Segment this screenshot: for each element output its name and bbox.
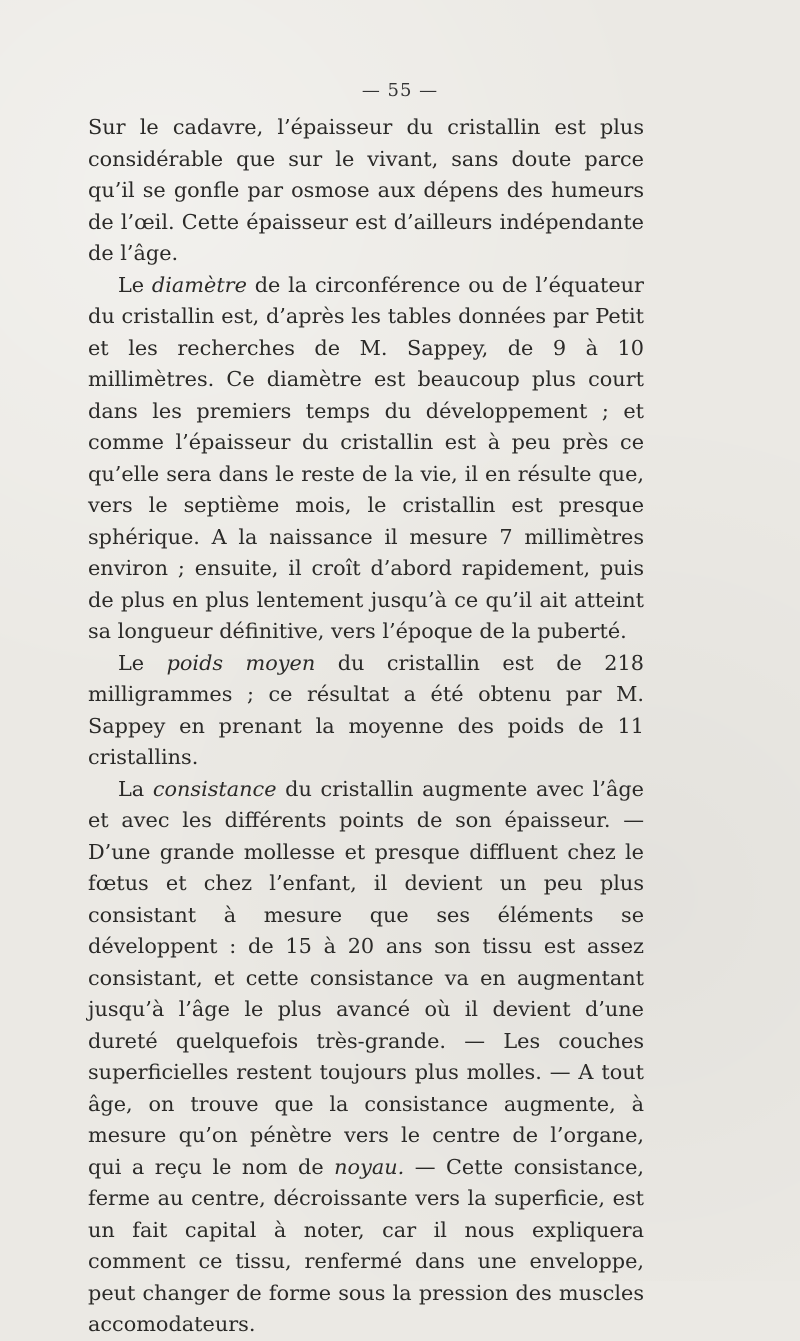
italic-term-consistance: consistance — [152, 776, 277, 801]
italic-term-poids-moyen: poids moyen — [166, 650, 316, 675]
paragraph-poids — [88, 648, 644, 774]
paragraph-text: de la circonférence ou de l’équateur du cristallin est, d’après les tables données par Petit et les recherches de M. Sappey, de 9 à 10 millimètres. Ce diamètre est beaucoup plus court dans les premiers temps du développement ; et comme l’épaisseur du cristallin est à peu près ce qu’elle sera dans le reste de la vie, il en résulte que, vers le septième mois, le cristallin est presque sphérique. A la naissance il mesure 7 millimètres environ ; ensuite, il croît d’abord rapidement, puis de plus en plus lentement jusqu’à ce qu’il ait atteint sa longueur définitive, vers l’époque de la puberté. — [88, 272, 644, 643]
page-body-text — [88, 112, 644, 1341]
paragraph-diametre — [88, 270, 644, 648]
italic-term-diametre: diamètre — [151, 272, 247, 297]
paragraph-text: du cristallin est de 218 milligrammes ; ce résultat a été obtenu par M. Sappey en prenant la moyenne des poids de 11 cristallins. — [88, 650, 644, 769]
paragraph-lead: La — [118, 776, 153, 801]
paragraph-tail: — Cette consistance, ferme au centre, décroissante vers la superficie, est un fait capital à noter, car il nous expliquera comment ce tissu, renfermé dans une enveloppe, peut changer de forme sous la pression des muscles accomodateurs. — [88, 1154, 644, 1336]
paragraph-lead: Le — [118, 650, 167, 675]
paragraph-epaisseur — [88, 112, 644, 270]
italic-term-noyau: noyau. — [334, 1154, 405, 1179]
page-number: — 55 — — [361, 80, 439, 101]
paragraph-consistance — [88, 774, 644, 1341]
paragraph-text: Sur le cadavre, l’épaisseur du cristallin est plus considérable que sur le vivant, sans doute parce qu’il se gonfle par osmose aux dépens des humeurs de l’œil. Cette épaisseur est d’ailleurs indépendante de l’âge. — [88, 115, 644, 265]
paragraph-lead: Le — [118, 272, 152, 297]
paragraph-text: du cristallin augmente avec l’âge et avec les différents points de son épaisseur. — D’une grande mollesse et presque diffluent chez le fœtus et chez l’enfant, il devient un peu plus consistant à mesure que ses éléments se développent : de 15 à 20 ans son tissu est assez consistant, et cette consistance va en augmentant jusqu’à l’âge le plus avancé où il devient d’une dureté quelquefois très-grande. — Les couches superficielles restent toujours plus molles. — A tout âge, on trouve que la consistance augmente, à mesure qu’on pénètre vers le centre de l’organe, qui a reçu le nom de — [88, 776, 644, 1179]
